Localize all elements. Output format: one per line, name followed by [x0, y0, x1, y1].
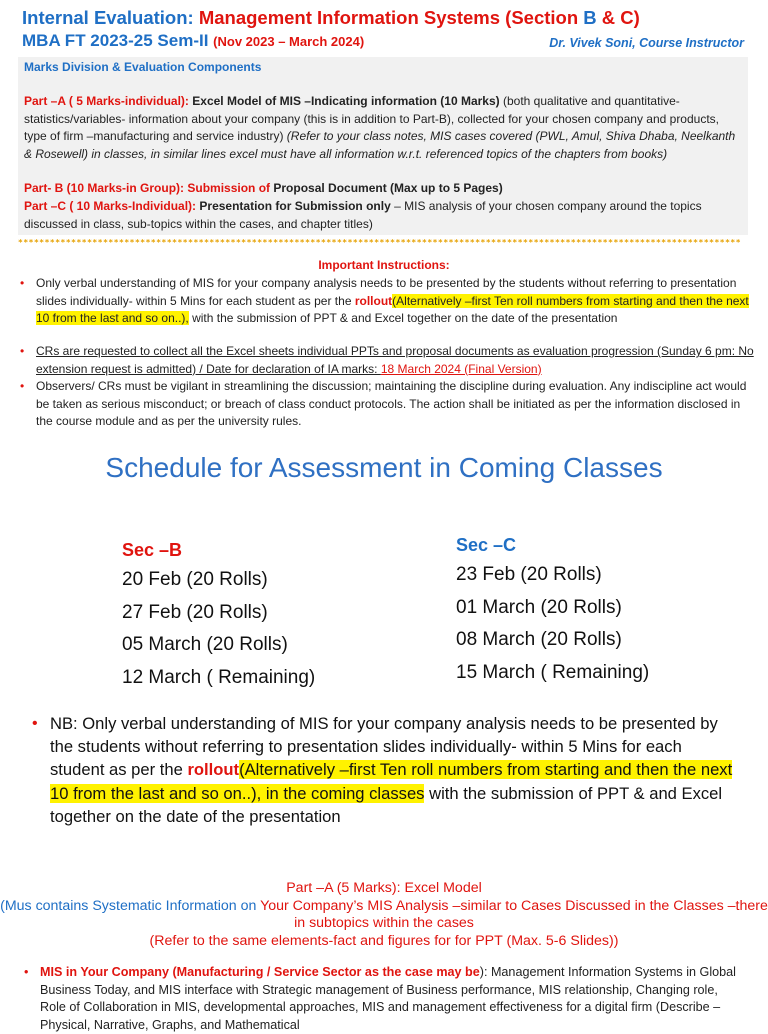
- section-b-schedule: [122, 536, 315, 694]
- part-a-company-mis: Your Company’s MIS Analysis –similar to Cases Discussed in the Classes –there in subtopics within the cases: [260, 897, 768, 931]
- part-c-text: – MIS analysis of your chosen company around the topics discussed in class, sub-topics within the cases, and chapter titles): [24, 199, 702, 231]
- marks-heading: Marks Division & Evaluation Components: [24, 60, 262, 74]
- nb-tail: with the submission of PPT & and Excel together on the date of the presentation: [50, 783, 723, 826]
- mis-item-text: ): Management Information Systems in Global Business Today, and MIS interface with Strategic management of Business performance, MIS relationship, Changing role, Role of Collaboration in MIS, developmental approaches, MIS and management effectiveness for a digital firm (Describe – Physical, Narrative, Graphs, and Mathematical: [40, 965, 736, 1032]
- instructor-name: Dr. Vivek Soni, Course Instructor: [549, 36, 744, 50]
- section-b-heading: Sec –B: [122, 540, 183, 560]
- bullet-icon: •: [20, 276, 25, 290]
- program-line: [22, 30, 752, 53]
- mis-item-label: MIS in Your Company (Manufacturing / Service Sector as the case may be: [40, 965, 480, 979]
- schedule-title: Schedule for Assessment in Coming Classes: [105, 452, 663, 483]
- program-name: MBA FT 2023-25 Sem-II: [22, 31, 214, 50]
- important-instructions-heading: Important Instructions:: [318, 258, 450, 272]
- instruction-3-text: Observers/ CRs must be vigilant in streamlining the discussion; maintaining the discipline during evaluation. Any indiscipline act would be taken as serious misconduct; or breach of class conduct protocols. The action shall be initiated as per the information disclosed in the course module and as per the university rules.: [36, 379, 747, 428]
- bullet-icon: •: [32, 715, 38, 732]
- marks-division-panel: [18, 57, 748, 235]
- schedule-row: 27 Feb (20 Rolls): [122, 601, 268, 623]
- instruction-2-date: 18 March 2024 (Final Version): [380, 361, 542, 376]
- nb-rollout: rollout: [187, 760, 240, 780]
- schedule-row: 05 March (20 Rolls): [122, 634, 288, 655]
- nb-highlight: (Alternatively –first Ten roll numbers from starting and then the next 10 from the last and so on..), in the coming classes: [50, 760, 733, 803]
- part-b-description: [24, 180, 742, 198]
- schedule-row: 15 March ( Remaining): [456, 661, 650, 683]
- instruction-item: [20, 275, 754, 328]
- part-a-label: Part –A ( 5 Marks-individual):: [24, 94, 193, 108]
- part-a-contains: (Mus contains Systematic Information on: [0, 897, 261, 914]
- part-b-label: Part- B (10 Marks-in Group): Submission of: [24, 181, 274, 195]
- star-divider: ****************************************************************************************************************************************: [18, 238, 742, 247]
- part-a-description: [24, 93, 742, 163]
- instruction-1-rollout: rollout: [354, 293, 393, 308]
- schedule-row: 23 Feb (20 Rolls): [456, 564, 602, 585]
- nb-text: NB: Only verbal understanding of MIS for your company analysis needs to be presented by the students without referring to presentation slides individually- within 5 Mins for each student as per the: [50, 714, 718, 780]
- schedule-row: 20 Feb (20 Rolls): [122, 569, 268, 590]
- bullet-icon: •: [20, 344, 25, 358]
- instruction-1-highlight: (Alternatively –first Ten roll numbers from starting and then the next 10 from the last and so on..),: [36, 293, 749, 325]
- part-a-heading: Part –A (5 Marks): Excel Model: [286, 880, 482, 896]
- date-range: (Nov 2023 – March 2024): [213, 34, 365, 49]
- part-a-excel-model: [0, 880, 768, 950]
- instruction-2-text: CRs are requested to collect all the Excel sheets individual PPTs and proposal documents as evaluation progression (Sunday 6 pm: No extension request is admitted) / Date for declaration of IA marks:: [36, 344, 754, 376]
- section-c-heading: Sec –C: [456, 535, 517, 555]
- bullet-icon: •: [24, 965, 29, 979]
- part-c-label: Part –C ( 10 Marks-Individual):: [24, 199, 200, 213]
- part-a-note: (Refer to your class notes, MIS cases covered (PWL, Amul, Shiva Dhaba, Neelkanth & Rosewell) in classes, in similar lines excel must have all information w.r.t. referenced topics of the chapters from books): [24, 129, 736, 161]
- part-a-reference: (Refer to the same elements-fact and figures for for PPT (Max. 5-6 Slides)): [149, 932, 619, 949]
- schedule-row: 08 March (20 Rolls): [456, 629, 622, 650]
- part-c-description: [24, 198, 742, 233]
- title-section-b: B: [583, 7, 597, 28]
- document-header: [22, 6, 752, 53]
- instruction-item: [20, 343, 754, 378]
- title-section-c: & C): [596, 7, 640, 28]
- nb-note: [32, 712, 740, 828]
- part-a-text: (both qualitative and quantitative-statistics/variables- information about your company (this is in addition to Part-B), collected for your chosen company and products, type of firm –manufacturing and service industry): [24, 94, 719, 144]
- instruction-1-text: Only verbal understanding of MIS for your company analysis needs to be presented by the students without referring to presentation slides individually- within 5 Mins for each student as per the: [36, 276, 737, 308]
- title-prefix: Internal Evaluation:: [22, 7, 199, 28]
- instruction-item: [20, 378, 754, 431]
- document-title: [22, 6, 752, 30]
- part-c-title: Presentation for Submission only: [199, 199, 391, 213]
- title-main: Management Information Systems (Section: [198, 7, 584, 28]
- instruction-1-tail: with the submission of PPT & and Excel together on the date of the presentation: [188, 311, 618, 325]
- schedule-row: 01 March (20 Rolls): [456, 596, 622, 618]
- bullet-icon: •: [20, 379, 25, 393]
- part-b-title: Proposal Document (Max up to 5 Pages): [273, 181, 503, 195]
- part-a-subheading: [0, 898, 768, 933]
- part-a-title: Excel Model of MIS –Indicating information (10 Marks): [192, 94, 500, 108]
- section-c-schedule: [456, 531, 649, 689]
- schedule-row: 12 March ( Remaining): [122, 666, 316, 688]
